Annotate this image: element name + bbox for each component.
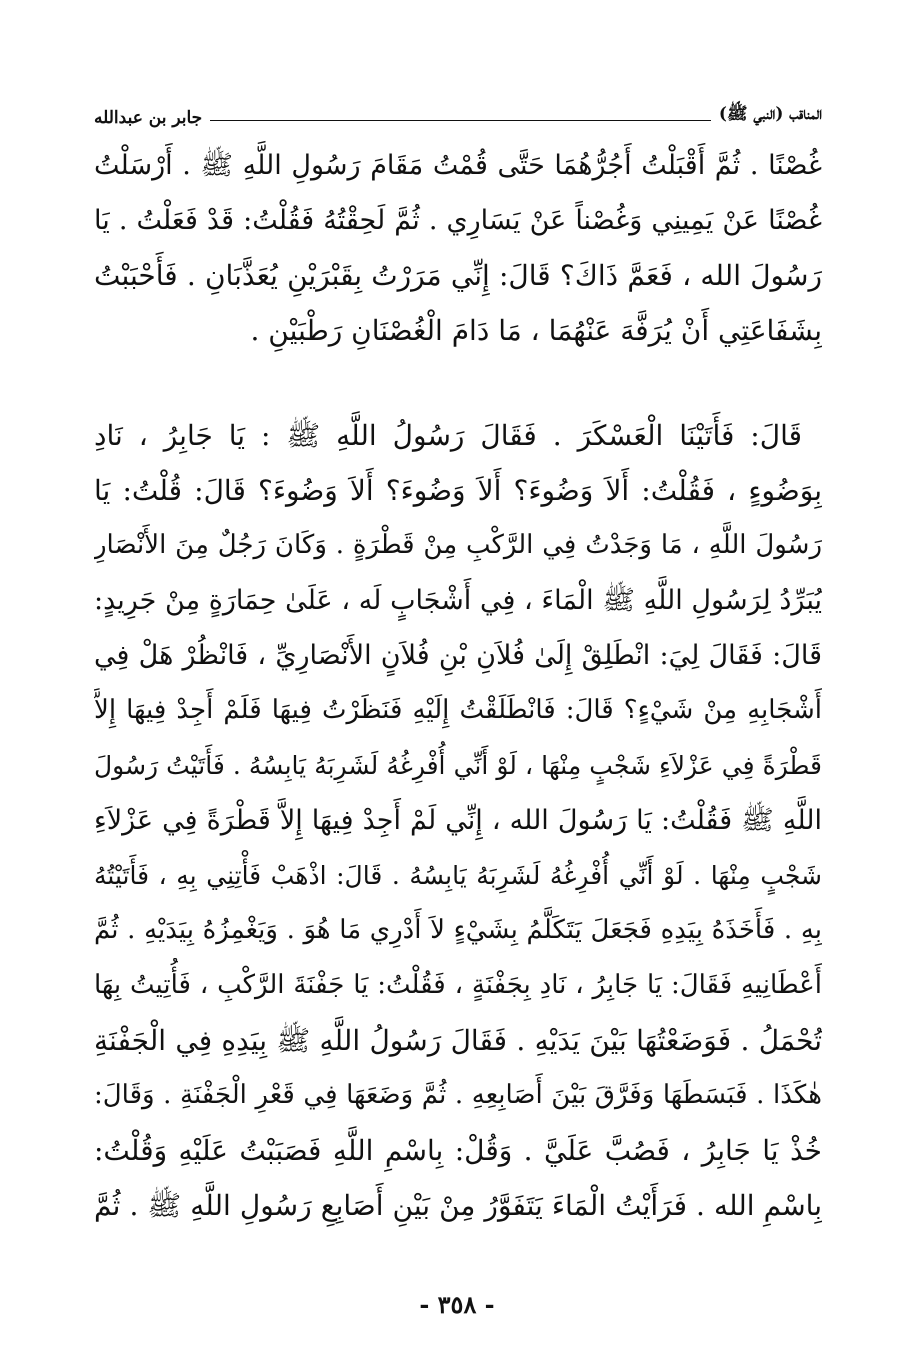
paragraph-2: [94, 408, 822, 1233]
text-line: يُبَرِّدُ لِرَسُولِ اللَّهِ ﷺ الْمَاءَ ، فِي أَشْجَابٍ لَه ، عَلَىٰ حِمَارَةٍ مِنْ جَرِيدٍ:: [94, 585, 822, 616]
text-line: غُصْنًا . ثُمَّ أَقْبَلْتُ أَجُرُّهُمَا حَتَّى قُمْتُ مَقَامَ رَسُولِ اللَّهِ ﷺ . أَرْسَلْتُ: [94, 150, 822, 181]
header-section-title: المناقب (النبي ﷺ): [718, 104, 822, 124]
text-line: قَطْرَةً فِي عَزْلاَءِ شَجْبٍ مِنْهَا ، لَوْ أَنِّي أُفْرِغُهُ لَشَرِبَهُ يَابِسُهُ . فَأَتَيْتُ رَسُولَ: [94, 751, 822, 780]
text-line: رَسُولَ اللَّهِ ، مَا وَجَدْتُ فِي الرَّكْبِ مِنْ قَطْرَةٍ . وَكَانَ رَجُلٌ مِنَ الأَنْصَارِ: [94, 530, 822, 560]
text-line: قَالَ: فَقَالَ لِيَ: انْطَلِقْ إِلَىٰ فُلاَنِ بْنِ فُلاَنٍ الأَنْصَارِيِّ ، فَانْظُرْ هَلْ فِي: [94, 640, 822, 671]
text-line: خُذْ يَا جَابِرُ ، فَصُبَّ عَلَيَّ . وَقُلْ: بِاسْمِ اللَّهِ فَصَبَبْتُ عَلَيْهِ وَقُلْتُ:: [94, 1134, 822, 1167]
text-line: بِهِ . فَأَخَذَهُ بِيَدِهِ فَجَعَلَ يَتَكَلَّمُ بِشَيْءٍ لاَ أَدْرِي مَا هُوَ . وَيَغْمِزُهُ بِيَدَيْهِ . ثُمَّ: [94, 915, 822, 945]
text-line: قَالَ: فَأَتَيْنَا الْعَسْكَرَ . فَقَالَ رَسُولُ اللَّهِ ﷺ : يَا جَابِرُ ، نَادِ: [94, 419, 802, 452]
page-number: - ٣٥٨ -: [419, 1290, 495, 1319]
header-chapter-name: جابر بن عبدالله: [94, 108, 203, 128]
text-line: أَشْجَابِهِ مِنْ شَيْءٍ؟ قَالَ: فَانْطَلَقْتُ إِلَيْهِ فَنَظَرْتُ فِيهَا فَلَمْ أَجِدْ فِيهَا إِلاَّ: [94, 695, 822, 725]
text-line: تُحْمَلُ . فَوَضَعْتُهَا بَيْنَ يَدَيْهِ . فَقَالَ رَسُولُ اللَّهِ ﷺ بِيَدِهِ فِي الْجَفْنَةِ: [94, 1024, 822, 1057]
text-line: رَسُولَ الله ، فَعَمَّ ذَاكَ؟ قَالَ: إِنِّي مَرَرْتُ بِقَبْرَيْنِ يُعَذَّبَانِ . فَأَحْبَبْتُ: [94, 259, 822, 292]
text-line: غُصْنًا عَنْ يَمِينِي وَغُصْناً عَنْ يَسَارِي . ثُمَّ لَحِقْتُهُ فَقُلْتُ: قَدْ فَعَلْتُ . يَا: [94, 205, 822, 236]
paragraph-gap: [94, 358, 822, 408]
header-rule: [210, 120, 711, 121]
text-line: بِوَضُوءٍ ، فَقُلْتُ: أَلاَ وَضُوءَ؟ أَلاَ وَضُوءَ؟ أَلاَ وَضُوءَ؟ قَالَ: قُلْتُ: يَا: [94, 474, 822, 507]
text-line: اللَّهِ ﷺ فَقُلْتُ: يَا رَسُولَ الله ، إِنِّي لَمْ أَجِدْ فِيهَا إِلاَّ قَطْرَةً فِي عَزْلاَءِ: [94, 805, 822, 836]
text-line: أَعْطَانِيهِ فَقَالَ: يَا جَابِرُ ، نَادِ بِجَفْنَةٍ ، فَقُلْتُ: يَا جَفْنَةَ الرَّكْبِ ، فَأُتِيتُ بِهَا: [94, 970, 822, 1000]
paragraph-1: [94, 138, 822, 358]
text-line: هٰكَذَا . فَبَسَطَهَا وَفَرَّقَ بَيْنَ أَصَابِعِهِ . ثُمَّ وَضَعَهَا فِي قَعْرِ الْجَفْنَةِ . وَقَالَ:: [94, 1080, 822, 1110]
body-text: [94, 138, 822, 1233]
running-header: [94, 92, 822, 128]
text-line: بِاسْمِ الله . فَرَأَيْتُ الْمَاءَ يَتَفَوَّرُ مِنْ بَيْنِ أَصَابِعِ رَسُولِ اللَّهِ ﷺ . ثُمَّ: [94, 1189, 822, 1222]
text-line: بِشَفَاعَتِي أَنْ يُرَفَّهَ عَنْهُمَا ، مَا دَامَ الْغُصْنَانِ رَطْبَيْنِ .: [250, 314, 822, 347]
text-line: شَجْبٍ مِنْهَا . لَوْ أَنِّي أُفْرِغُهُ لَشَرِبَهُ يَابِسُهُ . قَالَ: اذْهَبْ فَأْتِنِي بِهِ ، فَأَتَيْتُهُ: [94, 861, 822, 890]
